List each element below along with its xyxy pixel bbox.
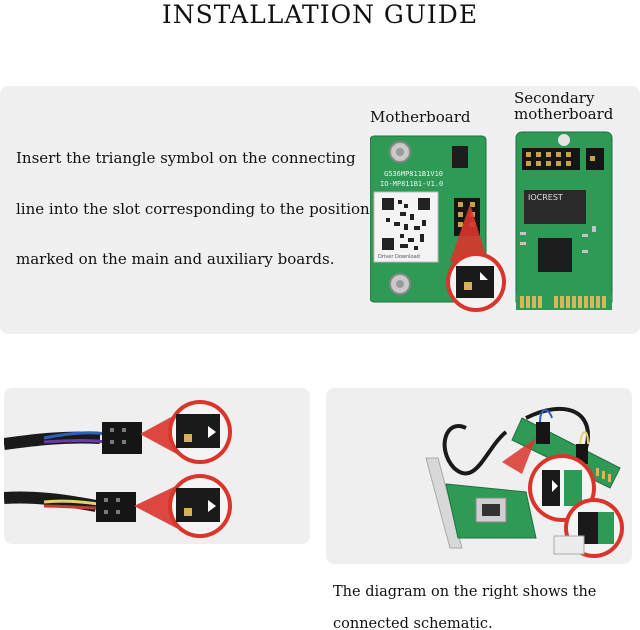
secondary-label-line2: motherboard — [514, 105, 614, 123]
connected-schematic-image — [326, 388, 632, 564]
instruction-line-1: Insert the triangle symbol on the connecting — [16, 149, 356, 167]
page-title: INSTALLATION GUIDE — [161, 0, 479, 29]
caption-line-2: connected schematic. — [333, 616, 493, 630]
secondary-label-line1: Secondary — [514, 89, 595, 107]
silkscreen-line-1: G536MP811B1V10 — [384, 170, 444, 178]
cable-connectors-image — [4, 388, 310, 544]
chip-brand: IOCREST — [528, 193, 563, 202]
silkscreen-line-2: IO-MP811B1-V1.0 — [380, 180, 444, 188]
secondary-pcb-image — [512, 130, 616, 312]
motherboard-label: Motherboard — [370, 108, 471, 126]
sticker-text: Driver Download — [378, 254, 420, 260]
motherboard-pcb-image — [370, 134, 510, 314]
instruction-line-3: marked on the main and auxiliary boards. — [16, 250, 335, 268]
instruction-line-2: line into the slot corresponding to the position — [16, 200, 370, 218]
caption-line-1: The diagram on the right shows the — [333, 584, 597, 600]
